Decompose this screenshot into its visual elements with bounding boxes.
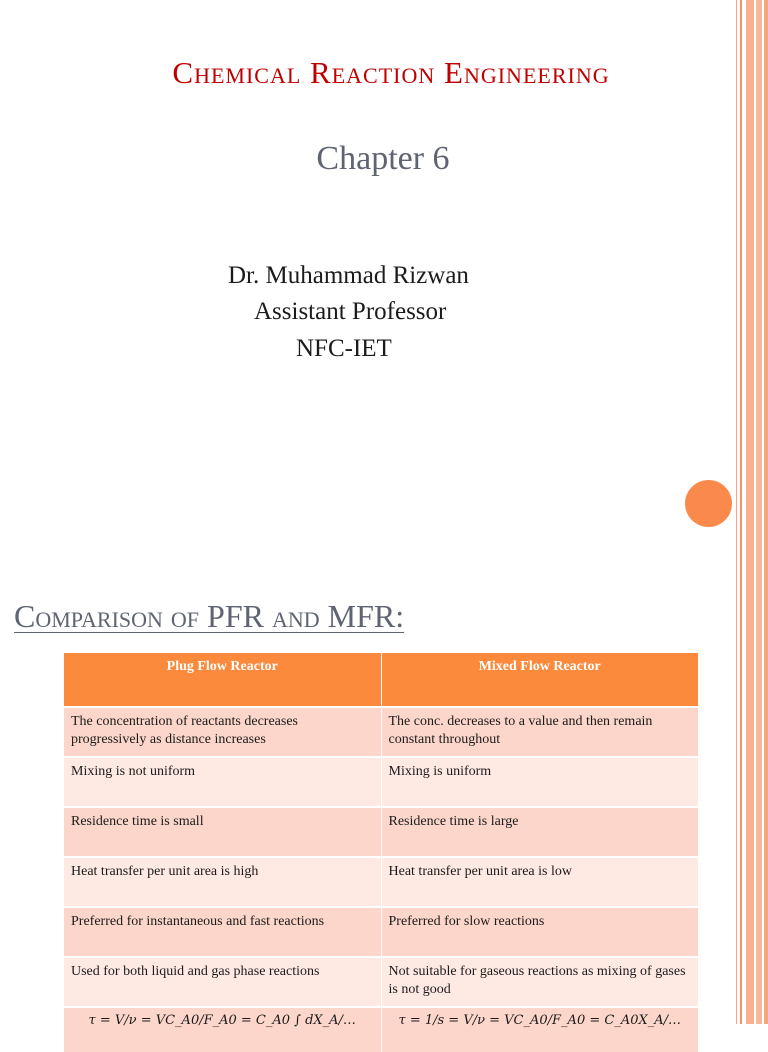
table-cell: Used for both liquid and gas phase reactions — [64, 957, 381, 1007]
author-position: Assistant Professor — [254, 298, 447, 325]
table-cell: The concentration of reactants decreases progressively as distance increases — [64, 707, 381, 757]
table-row — [64, 957, 698, 1007]
table-cell: Heat transfer per unit area is high — [64, 857, 381, 907]
table-row — [64, 857, 698, 907]
table-cell: Heat transfer per unit area is low — [381, 857, 698, 907]
table-row — [64, 807, 698, 857]
comparison-table — [64, 653, 698, 1052]
table-cell: Preferred for instantaneous and fast reactions — [64, 907, 381, 957]
table-cell: Residence time is small — [64, 807, 381, 857]
table-cell: Mixing is uniform — [381, 757, 698, 807]
author-name: Dr. Muhammad Rizwan — [228, 262, 469, 289]
table-row — [64, 1007, 698, 1052]
author-institution: NFC-IET — [296, 335, 392, 362]
chapter-heading: Chapter 6 — [316, 140, 450, 177]
table-row — [64, 907, 698, 957]
formula-cell-pfr: τ = V/ν = VC_A0/F_A0 = C_A0 ∫ dX_A/… — [64, 1007, 381, 1052]
table-cell: Mixing is not uniform — [64, 757, 381, 807]
column-header: Plug Flow Reactor — [64, 653, 381, 707]
formula-cell-mfr: τ = 1/s = V/ν = VC_A0/F_A0 = C_A0X_A/… — [381, 1007, 698, 1052]
table-cell: Preferred for slow reactions — [381, 907, 698, 957]
section-title: Comparison of PFR and MFR: — [14, 598, 405, 634]
table-cell: Not suitable for gaseous reactions as mixing of gases is not good — [381, 957, 698, 1007]
slide-title: Chemical Reaction Engineering — [172, 55, 610, 90]
table-cell: Residence time is large — [381, 807, 698, 857]
table-row — [64, 757, 698, 807]
slide-divider-dot — [685, 480, 732, 527]
column-header: Mixed Flow Reactor — [381, 653, 698, 707]
table-cell: The conc. decreases to a value and then remain constant throughout — [381, 707, 698, 757]
table-row — [64, 707, 698, 757]
